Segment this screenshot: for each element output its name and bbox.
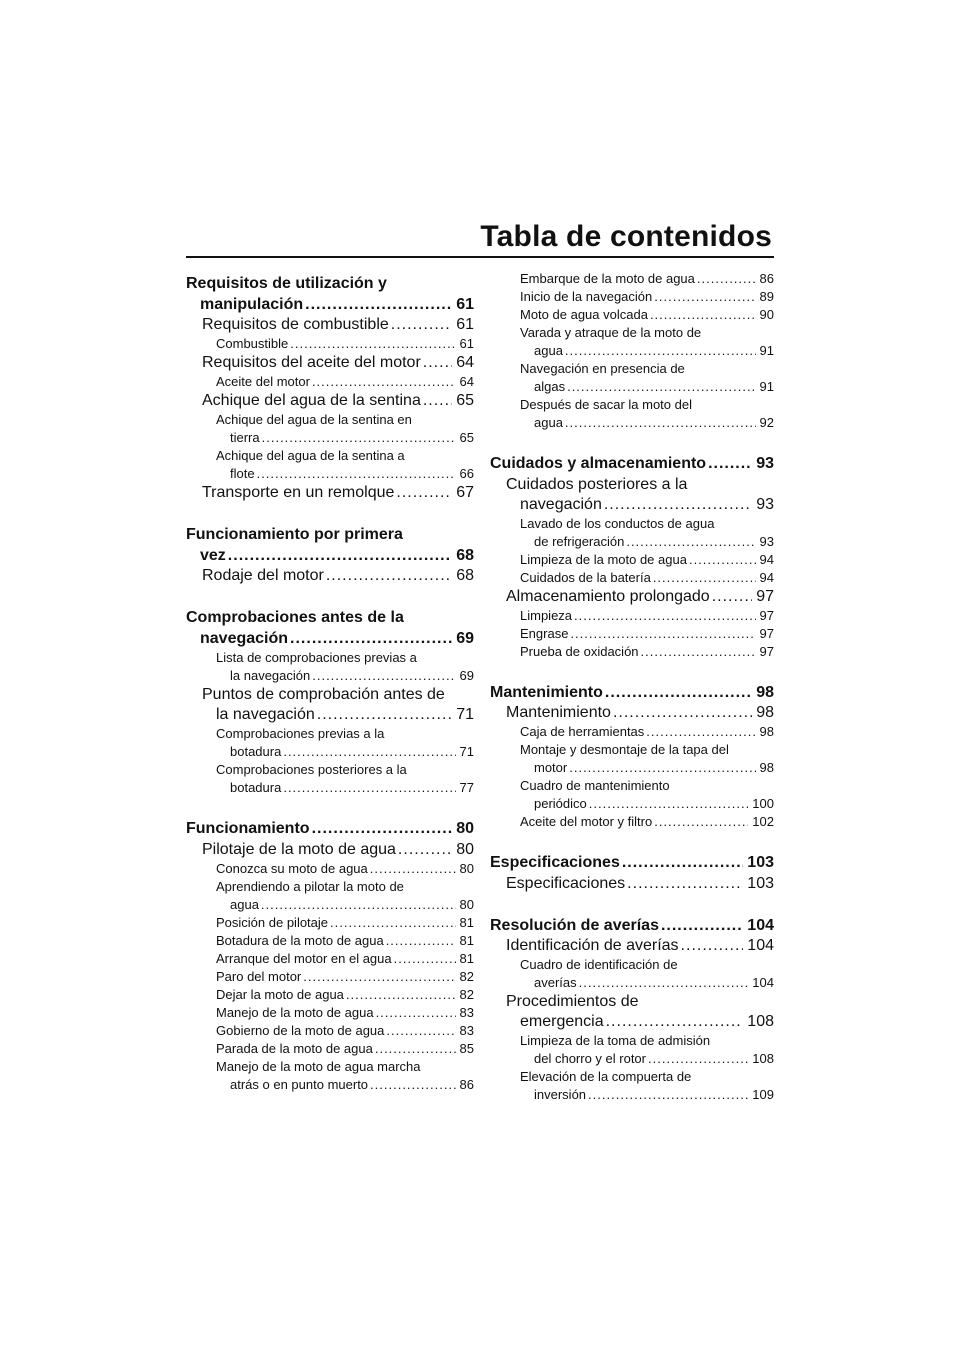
toc-entry-title: averías <box>534 975 577 990</box>
toc-dot-leader <box>376 1004 456 1022</box>
toc-entry-title: periódico <box>534 796 587 811</box>
toc-entry[interactable] <box>490 515 774 551</box>
toc-page-number: 104 <box>747 937 774 954</box>
toc-entry[interactable] <box>186 335 474 353</box>
toc-dot-leader <box>423 391 452 411</box>
toc-page-number: 91 <box>759 343 774 358</box>
toc-page-number: 98 <box>756 683 774 701</box>
toc-entry[interactable] <box>186 411 474 447</box>
toc-entry-title: flote <box>230 466 255 481</box>
toc-entry-title: motor <box>534 760 568 775</box>
toc-entry-title: Inicio de la navegación <box>520 289 653 304</box>
toc-entry-title: Achique del agua de la sentina a <box>216 448 405 463</box>
toc-entry-title: botadura <box>230 744 282 759</box>
toc-entry[interactable] <box>186 1058 474 1094</box>
toc-entry[interactable] <box>186 483 474 503</box>
toc-dot-leader <box>622 853 743 874</box>
toc-page-number: 97 <box>759 643 774 659</box>
toc-page-number: 66 <box>459 466 474 481</box>
toc-dot-leader <box>290 335 455 353</box>
toc-entry-title: Limpieza de la toma de admisión <box>520 1033 711 1048</box>
toc-entry-title: Manejo de la moto de agua <box>216 1004 374 1020</box>
toc-entry-title: la navegación <box>230 668 311 683</box>
toc-entry[interactable] <box>186 1004 474 1022</box>
toc-entry[interactable] <box>490 703 774 723</box>
toc-dot-leader <box>375 1040 456 1058</box>
toc-entry-title: Conozca su moto de agua <box>216 860 368 876</box>
toc-entry-title: Resolución de averías <box>490 916 659 934</box>
toc-dot-leader <box>588 1086 748 1104</box>
toc-entry-title: algas <box>534 379 566 394</box>
toc-entry-title: Engrase <box>520 625 569 641</box>
toc-entry-title: Cuidados posteriores a la <box>506 475 688 493</box>
toc-dot-leader <box>708 454 752 475</box>
toc-entry[interactable] <box>490 813 774 831</box>
toc-entry-title: Achique del agua de la sentina <box>202 392 421 409</box>
toc-page-number: 80 <box>456 820 474 837</box>
toc-dot-leader <box>262 429 456 447</box>
toc-dot-leader <box>613 703 752 723</box>
toc-entry-title: Cuadro de mantenimiento <box>520 778 670 793</box>
toc-entry-title: del chorro y el rotor <box>534 1051 646 1066</box>
toc-entry-title: Elevación de la compuerta de <box>520 1069 692 1084</box>
toc-entry[interactable] <box>186 447 474 483</box>
toc-page-number: 100 <box>752 796 774 811</box>
toc-entry[interactable] <box>490 288 774 306</box>
toc-dot-leader <box>661 916 743 937</box>
toc-page-number: 86 <box>759 271 774 286</box>
toc-entry-title: Mantenimiento <box>506 704 611 721</box>
toc-entry-title: Comprobaciones previas a la <box>216 726 385 741</box>
toc-entry[interactable] <box>186 914 474 932</box>
toc-entry-title: Cuidados y almacenamiento <box>490 455 707 472</box>
toc-entry-title: tierra <box>230 430 260 445</box>
toc-dot-leader <box>650 306 756 324</box>
toc-entry-title: Comprobaciones antes de la <box>186 609 404 626</box>
toc-dot-leader <box>627 874 743 894</box>
toc-entry[interactable] <box>186 649 474 685</box>
toc-entry-title: Pilotaje de la moto de agua <box>202 840 396 858</box>
toc-page-number: 61 <box>459 336 474 351</box>
toc-entry[interactable] <box>186 566 474 586</box>
toc-page-number: 80 <box>456 840 474 858</box>
toc-entry-title: Montaje y desmontaje de la tapa del <box>520 742 729 757</box>
toc-entry[interactable] <box>186 819 474 840</box>
toc-entry[interactable] <box>490 853 774 874</box>
toc-dot-leader <box>574 607 756 625</box>
toc-dot-leader <box>228 546 452 567</box>
toc-entry-title: agua <box>534 415 563 430</box>
toc-entry-title: botadura <box>230 780 282 795</box>
toc-entry-title: Limpieza <box>520 607 573 623</box>
toc-page-number: 65 <box>459 430 474 445</box>
toc-entry[interactable] <box>490 723 774 741</box>
toc-entry[interactable] <box>186 725 474 761</box>
toc-entry[interactable] <box>490 1068 774 1104</box>
toc-entry[interactable] <box>186 608 474 649</box>
toc-entry-title: Botadura de la moto de agua <box>216 932 384 948</box>
toc-dot-leader <box>641 643 756 661</box>
toc-entry[interactable] <box>186 685 474 725</box>
toc-entry[interactable] <box>186 353 474 373</box>
toc-entry-title: Requisitos del aceite del motor <box>202 354 421 371</box>
toc-page-number: 68 <box>456 567 474 584</box>
toc-entry[interactable] <box>490 741 774 777</box>
toc-entry-title: Funcionamiento <box>186 820 310 837</box>
toc-entry-title: Lista de comprobaciones previas a <box>216 650 417 665</box>
toc-entry-title: la navegación <box>216 706 315 723</box>
toc-dot-leader <box>396 483 452 503</box>
toc-entry[interactable] <box>490 306 774 324</box>
toc-dot-leader <box>423 353 452 373</box>
toc-dot-leader <box>370 860 456 878</box>
toc-entry[interactable] <box>490 936 774 956</box>
toc-entry-title: Cuidados de la batería <box>520 569 651 585</box>
toc-entry-title: inversión <box>534 1087 587 1102</box>
toc-entry-title: agua <box>534 343 563 358</box>
toc-dot-leader <box>648 1050 748 1068</box>
toc-entry[interactable] <box>490 683 774 704</box>
toc-entry[interactable] <box>186 391 474 411</box>
toc-page-number: 71 <box>459 744 474 759</box>
toc-entry[interactable] <box>490 1032 774 1068</box>
toc-entry-title: atrás o en punto muerto <box>230 1076 369 1092</box>
toc-page-number: 98 <box>759 760 774 775</box>
toc-entry-title: Comprobaciones posteriores a la <box>216 762 407 777</box>
toc-entry[interactable] <box>490 454 774 475</box>
toc-dot-leader <box>604 495 752 515</box>
toc-page-number: 81 <box>459 914 474 930</box>
toc-entry-title: Identificación de averías <box>506 937 679 954</box>
toc-dot-leader <box>370 1076 456 1094</box>
toc-dot-leader <box>654 813 748 831</box>
toc-entry-title: emergencia <box>520 1013 604 1030</box>
toc-dot-leader <box>305 295 452 316</box>
toc-dot-leader <box>386 932 456 950</box>
toc-entry[interactable] <box>490 777 774 813</box>
toc-dot-leader <box>394 950 456 968</box>
toc-dot-leader <box>261 896 456 914</box>
toc-page-number: 103 <box>747 874 774 892</box>
toc-dot-leader <box>569 759 755 777</box>
toc-entry[interactable] <box>186 986 474 1004</box>
toc-dot-leader <box>312 667 455 685</box>
toc-dot-leader <box>565 342 756 360</box>
toc-dot-leader <box>654 288 755 306</box>
toc-entry-title: Después de sacar la moto del <box>520 397 692 412</box>
toc-page-number: 93 <box>756 455 774 472</box>
toc-entry[interactable] <box>490 551 774 569</box>
toc-entry-title: Gobierno de la moto de agua <box>216 1022 385 1038</box>
toc-entry-title: Cuadro de identificación de <box>520 957 678 972</box>
toc-dot-leader <box>312 819 453 840</box>
toc-page-number: 83 <box>459 1004 474 1020</box>
toc-dot-leader <box>689 551 756 569</box>
toc-entry[interactable] <box>186 274 474 315</box>
toc-entry[interactable] <box>490 874 774 894</box>
toc-page-number: 103 <box>747 854 774 871</box>
toc-page-number: 92 <box>759 415 774 430</box>
toc-page-number: 81 <box>459 950 474 966</box>
toc-entry-title: Manejo de la moto de agua marcha <box>216 1058 421 1074</box>
toc-dot-leader <box>290 629 452 650</box>
toc-entry[interactable] <box>186 315 474 335</box>
toc-entry-title: Combustible <box>216 336 289 351</box>
toc-entry-title: vez <box>200 546 226 564</box>
toc-entry-title: Aceite del motor y filtro <box>520 814 653 829</box>
toc-page-number: 91 <box>759 379 774 394</box>
toc-entry-title: Lavado de los conductos de agua <box>520 515 715 531</box>
toc-entry-title: Dejar la moto de agua <box>216 986 344 1002</box>
toc-entry[interactable] <box>186 373 474 391</box>
toc-page-number: 104 <box>747 916 774 934</box>
toc-dot-leader <box>567 378 755 396</box>
toc-page-number: 90 <box>759 307 774 322</box>
toc-page-number: 102 <box>752 814 774 829</box>
toc-entry[interactable] <box>186 968 474 986</box>
toc-dot-leader <box>326 566 452 586</box>
toc-entry-title: Caja de herramientas <box>520 724 645 739</box>
toc-page-number: 82 <box>459 986 474 1002</box>
toc-page-number: 89 <box>759 289 774 304</box>
toc-dot-leader <box>398 840 452 860</box>
toc-page-number: 80 <box>459 860 474 876</box>
toc-dot-leader <box>697 270 756 288</box>
toc-entry[interactable] <box>490 360 774 396</box>
toc-page-number: 98 <box>756 704 774 721</box>
toc-dot-leader <box>653 569 756 587</box>
toc-entry-title: Requisitos de combustible <box>202 316 389 333</box>
toc-entry-title: Paro del motor <box>216 968 302 984</box>
toc-page-number: 64 <box>456 354 474 371</box>
toc-page-number: 94 <box>759 551 774 567</box>
toc-page-number: 81 <box>459 932 474 948</box>
toc-entry-title: navegación <box>520 495 602 513</box>
toc-dot-leader <box>712 587 753 607</box>
toc-entry[interactable] <box>490 587 774 607</box>
title-rule <box>186 256 774 258</box>
toc-page-number: 86 <box>459 1076 474 1092</box>
toc-entry[interactable] <box>490 324 774 360</box>
toc-dot-leader <box>330 914 456 932</box>
toc-entry-title: Puntos de comprobación antes de <box>202 686 445 703</box>
toc-page-number: 97 <box>756 587 774 605</box>
toc-entry-title: agua <box>230 896 259 912</box>
toc-page-number: 94 <box>759 569 774 585</box>
page-title: Tabla de contenidos <box>480 220 772 253</box>
toc-entry-title: Prueba de oxidación <box>520 643 639 659</box>
toc-entry-title: Navegación en presencia de <box>520 361 685 376</box>
toc-page-number: 109 <box>752 1087 774 1102</box>
toc-entry-title: manipulación <box>200 295 304 313</box>
toc-entry-title: Rodaje del motor <box>202 567 324 584</box>
toc-entry-title: Especificaciones <box>506 874 626 892</box>
toc-entry-title: Funcionamiento por primera <box>186 526 403 543</box>
toc-dot-leader <box>606 1012 744 1032</box>
toc-entry-title: Aceite del motor <box>216 374 310 389</box>
toc-entry-title: Requisitos de utilización y <box>186 275 387 292</box>
toc-page-number: 64 <box>459 374 474 389</box>
toc-dot-leader <box>257 465 456 483</box>
toc-page-number: 69 <box>456 629 474 647</box>
toc-dot-leader <box>589 795 749 813</box>
toc-page-number: 97 <box>759 607 774 623</box>
toc-page-number: 104 <box>752 975 774 990</box>
toc-entry[interactable] <box>186 761 474 797</box>
toc-page-number: 83 <box>459 1022 474 1038</box>
toc-dot-leader <box>605 683 752 704</box>
toc-entry-title: Posición de pilotaje <box>216 914 329 930</box>
toc-entry-title: Aprendiendo a pilotar la moto de <box>216 878 404 894</box>
toc-entry[interactable] <box>186 840 474 860</box>
toc-entry-title: Procedimientos de <box>506 993 639 1010</box>
toc-entry[interactable] <box>490 625 774 643</box>
toc-entry-title: Almacenamiento prolongado <box>506 587 710 605</box>
toc-dot-leader <box>681 936 744 956</box>
toc-entry-title: Varada y atraque de la moto de <box>520 325 702 340</box>
toc-entry-title: navegación <box>200 629 289 647</box>
toc-page-number: 77 <box>459 780 474 795</box>
toc-entry-title: Achique del agua de la sentina en <box>216 412 412 427</box>
toc-page-number: 61 <box>456 316 474 333</box>
toc-entry-title: Transporte en un remolque <box>202 484 395 501</box>
toc-entry[interactable] <box>186 1022 474 1040</box>
toc-dot-leader <box>303 968 455 986</box>
toc-entry-title: Limpieza de la moto de agua <box>520 551 687 567</box>
toc-dot-leader <box>283 779 455 797</box>
toc-page-number: 98 <box>759 724 774 739</box>
toc-dot-leader <box>626 533 755 551</box>
toc-dot-leader <box>386 1022 455 1040</box>
toc-entry[interactable] <box>186 950 474 968</box>
toc-left-column <box>186 270 474 1094</box>
toc-entry-title: Mantenimiento <box>490 683 603 701</box>
toc-entry-title: Parada de la moto de agua <box>216 1040 373 1056</box>
toc-entry-title: de refrigeración <box>534 533 625 549</box>
toc-right-column <box>490 270 774 1104</box>
toc-page-number: 97 <box>759 625 774 641</box>
toc-entry[interactable] <box>490 569 774 587</box>
toc-page-number: 82 <box>459 968 474 984</box>
toc-page-number: 65 <box>456 392 474 409</box>
toc-entry-title: Arranque del motor en el agua <box>216 950 392 966</box>
toc-page-number: 68 <box>456 546 474 564</box>
toc-entry[interactable] <box>186 932 474 950</box>
toc-dot-leader <box>312 373 456 391</box>
toc-entry[interactable] <box>490 643 774 661</box>
toc-dot-leader <box>317 705 452 725</box>
toc-dot-leader <box>570 625 755 643</box>
toc-page-number: 67 <box>456 484 474 501</box>
toc-entry[interactable] <box>490 475 774 515</box>
toc-page-number: 93 <box>756 495 774 513</box>
toc-entry[interactable] <box>186 525 474 566</box>
toc-entry[interactable] <box>490 270 774 288</box>
toc-entry[interactable] <box>490 396 774 432</box>
toc-dot-leader <box>346 986 456 1004</box>
toc-entry[interactable] <box>490 916 774 937</box>
toc-dot-leader <box>646 723 755 741</box>
toc-dot-leader <box>579 974 749 992</box>
toc-entry-title: Especificaciones <box>490 854 620 871</box>
toc-entry[interactable] <box>490 607 774 625</box>
toc-page-number: 71 <box>456 706 474 723</box>
toc-page-number: 69 <box>459 668 474 683</box>
toc-entry[interactable] <box>490 956 774 992</box>
toc-dot-leader <box>391 315 452 335</box>
toc-page-number: 61 <box>456 295 474 313</box>
toc-dot-leader <box>283 743 455 761</box>
toc-page-number: 93 <box>759 533 774 549</box>
toc-entry[interactable] <box>186 878 474 914</box>
toc-page-number: 85 <box>459 1040 474 1056</box>
toc-entry[interactable] <box>186 860 474 878</box>
toc-entry[interactable] <box>186 1040 474 1058</box>
toc-entry-title: Moto de agua volcada <box>520 307 648 322</box>
toc-entry-title: Embarque de la moto de agua <box>520 271 695 286</box>
toc-page-number: 108 <box>747 1013 774 1030</box>
toc-entry[interactable] <box>490 992 774 1032</box>
toc-page-number: 108 <box>752 1051 774 1066</box>
toc-page-number: 80 <box>459 896 474 912</box>
toc-dot-leader <box>565 414 756 432</box>
